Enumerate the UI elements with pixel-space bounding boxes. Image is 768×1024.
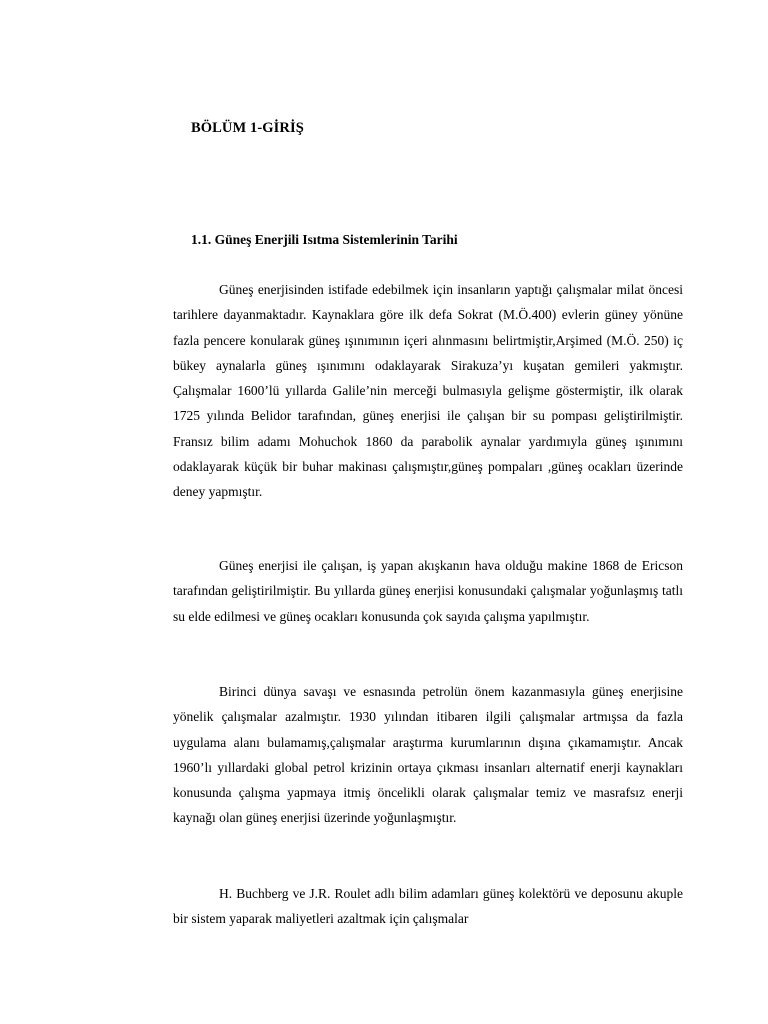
paragraph-history-ancient: Güneş enerjisinden istifade edebilmek için insanların yaptığı çalışmalar milat öncesi tarihlere dayanmaktadır. Kaynaklara göre ilk defa Sokrat (M.Ö.400) evlerin güney yönüne fazla pencere konularak güneş ışınımının içeri alınmasını belirtmiştir,Arşimed (M.Ö. 250) iç bükey aynalarla güneş ışınımını odaklayarak Sirakuza’yı kuşatan gemileri yakmıştır. Çalışmalar 1600’lü yıllarda Galile’nin merceği bulmasıyla gelişme göstermiştir, ilk olarak 1725 yılında Belidor tarafından, güneş enerjisi ile çalışan bir su pompası geliştirilmiştir. Fransız bilim adamı Mohuchok 1860 da parabolik aynalar yardımıyla güneş ışınımını odaklayarak küçük bir buhar makinası çalışmıştır,güneş pompaları ,güneş ocakları üzerinde deney yapmıştır. — [173, 282, 683, 500]
paragraph-buchberg-roulet: H. Buchberg ve J.R. Roulet adlı bilim adamları güneş kolektörü ve deposunu akuple bir sistem yaparak maliyetleri azaltmak için çalışmalar — [173, 886, 683, 927]
section-title: 1.1. Güneş Enerjili Isıtma Sistemlerinin Tarihi — [191, 232, 458, 247]
chapter-title: BÖLÜM 1-GİRİŞ — [191, 120, 304, 136]
paragraph-world-war-oil-crisis: Birinci dünya savaşı ve esnasında petrolün önem kazanmasıyla güneş enerjisine yönelik çalışmalar azalmıştır. 1930 yılından itibaren ilgili çalışmalar artmışsa da fazla uygulama alanı bulamamış,çalışmalar araştırma kurumlarının dışına çıkamamıştır. Ancak 1960’lı yıllardaki global petrol krizinin ortaya çıkması insanları alternatif enerji kaynakları konusunda çalışma yapmaya itmiş öncelikli olarak çalışmalar temiz ve masrafsız enerji kaynağı olan güneş enerjisi üzerinde yoğunlaşmıştır. — [173, 684, 683, 826]
paragraph-ericson-engine: Güneş enerjisi ile çalışan, iş yapan akışkanın hava olduğu makine 1868 de Ericson tarafından geliştirilmiştir. Bu yıllarda güneş enerjisi konusundaki çalışmalar yoğunlaşmış tatlı su elde edilmesi ve güneş ocakları konusunda çok sayıda çalışma yapılmıştır. — [173, 558, 683, 624]
